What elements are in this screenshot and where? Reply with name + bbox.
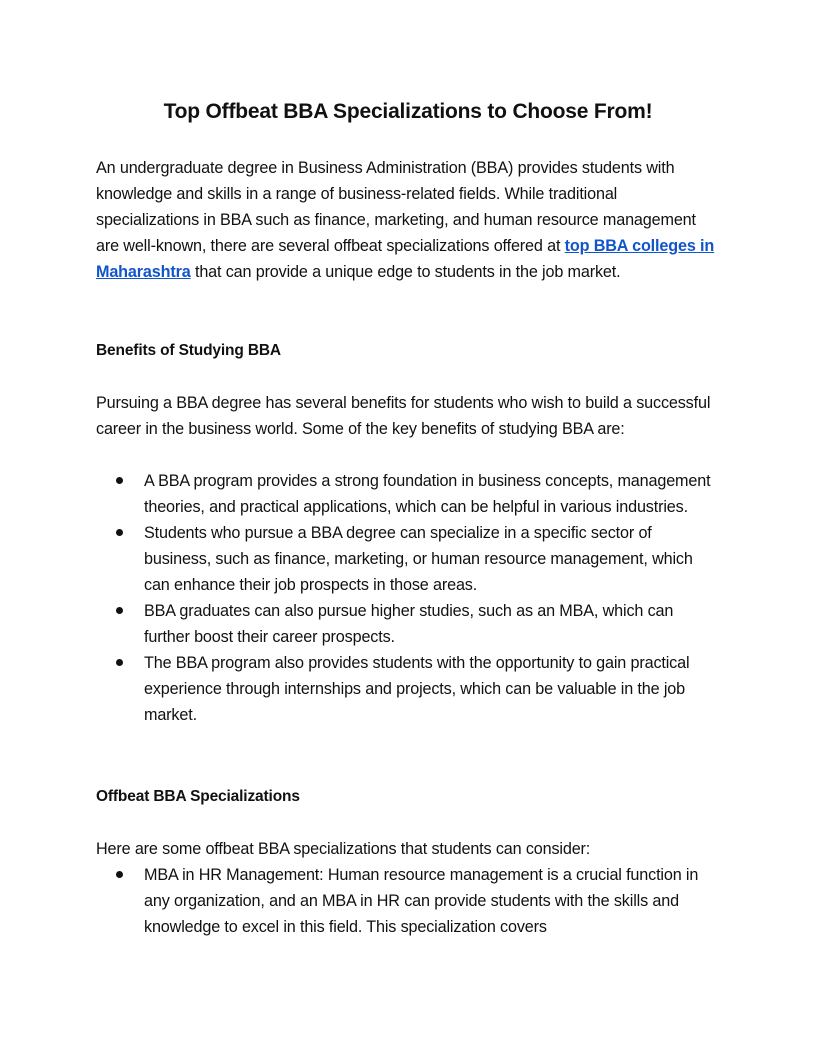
list-item-text: A BBA program provides a strong foundation in business concepts, management theories, and practical applications, which can be helpful in various industries. xyxy=(144,472,711,516)
bullet-icon xyxy=(116,529,123,536)
list-item xyxy=(96,520,720,598)
offbeat-intro-paragraph: Here are some offbeat BBA specializations that students can consider: xyxy=(96,840,591,858)
bullet-icon xyxy=(116,871,123,878)
list-item xyxy=(96,650,720,728)
bullet-icon xyxy=(116,477,123,484)
list-item-text: MBA in HR Management: Human resource management is a crucial function in any organization, and an MBA in HR can provide students with the skills and knowledge to excel in this field. This specialization covers xyxy=(144,866,699,936)
benefits-intro-paragraph: Pursuing a BBA degree has several benefits for students who wish to build a successful career in the business world. Some of the key benefits of studying BBA are: xyxy=(96,394,711,438)
document-title: Top Offbeat BBA Specializations to Choose From! xyxy=(163,100,653,123)
list-item-text: The BBA program also provides students with the opportunity to gain practical experience through internships and projects, which can be valuable in the job market. xyxy=(144,654,690,724)
benefits-bullet-list xyxy=(96,468,720,728)
offbeat-bullet-list xyxy=(96,862,720,940)
section-heading-benefits: Benefits of Studying BBA xyxy=(96,342,281,359)
bullet-icon xyxy=(116,607,123,614)
list-item xyxy=(96,468,720,520)
list-item xyxy=(96,598,720,650)
list-item xyxy=(96,862,720,940)
list-item-text: BBA graduates can also pursue higher studies, such as an MBA, which can further boost their career prospects. xyxy=(144,602,674,646)
list-item-text: Students who pursue a BBA degree can specialize in a specific sector of business, such as finance, marketing, or human resource management, which can enhance their job prospects in those areas. xyxy=(144,524,693,594)
intro-text-after-link: that can provide a unique edge to students in the job market. xyxy=(190,263,621,281)
bullet-icon xyxy=(116,659,123,666)
top-bba-colleges-link[interactable]: top BBA colleges in Maharashtra xyxy=(96,237,715,281)
intro-paragraph xyxy=(96,155,720,285)
section-heading-offbeat: Offbeat BBA Specializations xyxy=(96,788,300,805)
intro-text-before-link: An undergraduate degree in Business Administration (BBA) provides students with knowledge and skills in a range of business-related fields. While traditional specializations in BBA such as finance, marketing, and human resource management are well-known, there are several offbeat specializations offered at xyxy=(96,159,696,255)
